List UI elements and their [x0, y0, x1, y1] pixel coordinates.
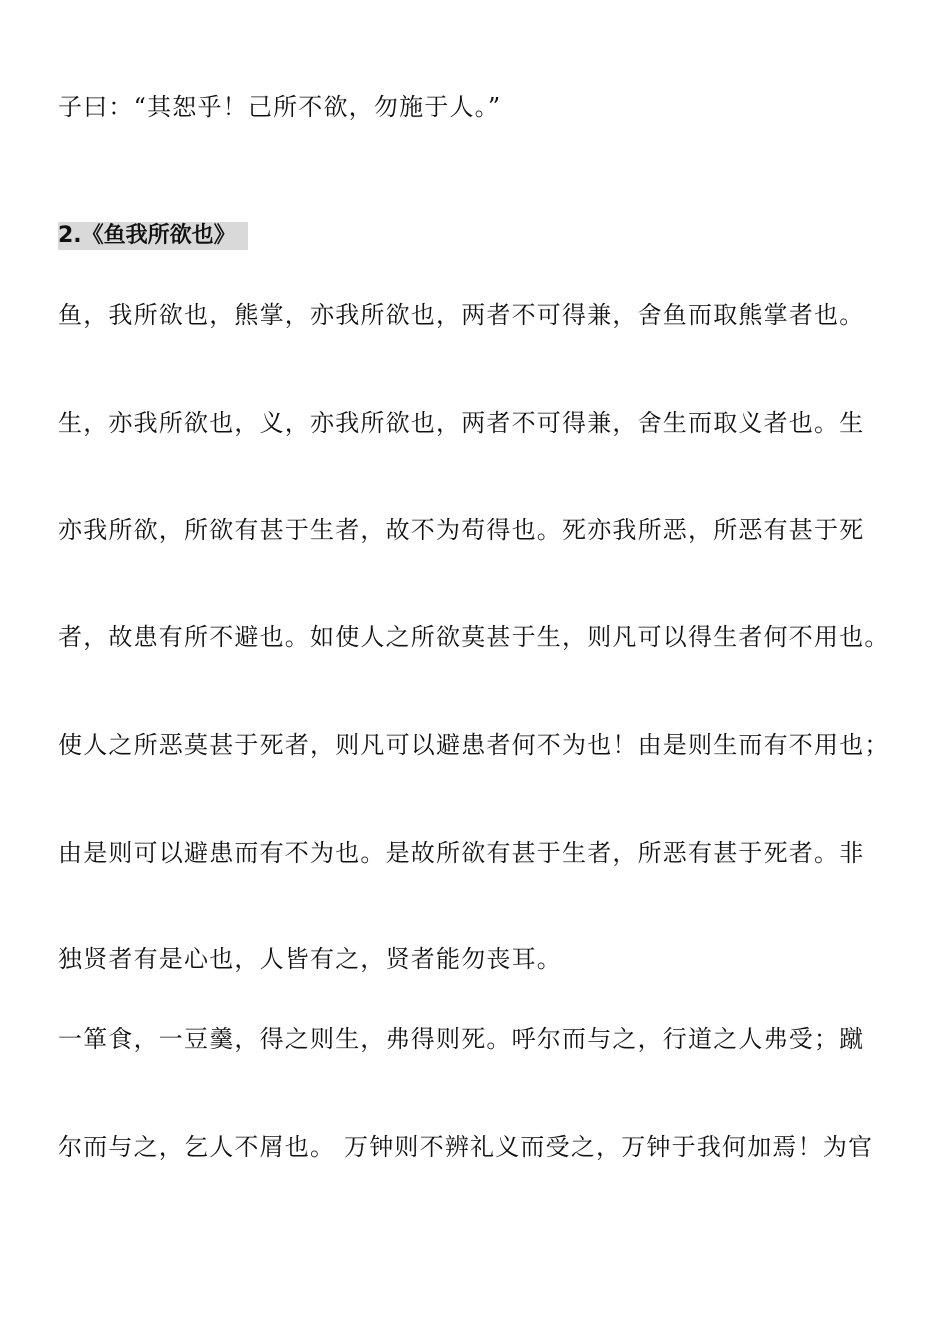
- text-line-3: 亦我所欲，所欲有甚于生者，故不为苟得也。死亦我所恶，所恶有甚于死: [58, 516, 865, 544]
- text-line-9: 尔而与之，乞人不屑也。 万钟则不辨礼义而受之，万钟于我何加焉！为官: [58, 1133, 874, 1161]
- text-line-8: 一箪食，一豆羹，得之则生，弗得则死。呼尔而与之，行道之人弗受；蹴: [58, 1025, 865, 1053]
- text-line-4: 者，故患有所不避也。如使人之所欲莫甚于生，则凡可以得生者何不用也。: [58, 623, 890, 651]
- section-heading: 2.《鱼我所欲也》: [58, 222, 248, 250]
- text-line-7: 独贤者有是心也，人皆有之，贤者能勿丧耳。: [58, 945, 562, 973]
- text-line-6: 由是则可以避患而有不为也。是故所欲有甚于生者，所恶有甚于死者。非: [58, 839, 865, 867]
- intro-quote-line: 子曰：“其恕乎！己所不欲，勿施于人。”: [58, 93, 502, 121]
- text-line-5: 使人之所恶莫甚于死者，则凡可以避患者何不为也！由是则生而有不用也；: [58, 731, 890, 759]
- text-line-2: 生，亦我所欲也，义，亦我所欲也，两者不可得兼，舍生而取义者也。生: [58, 409, 865, 437]
- text-line-1: 鱼，我所欲也，熊掌，亦我所欲也，两者不可得兼，舍鱼而取熊掌者也。: [58, 301, 865, 329]
